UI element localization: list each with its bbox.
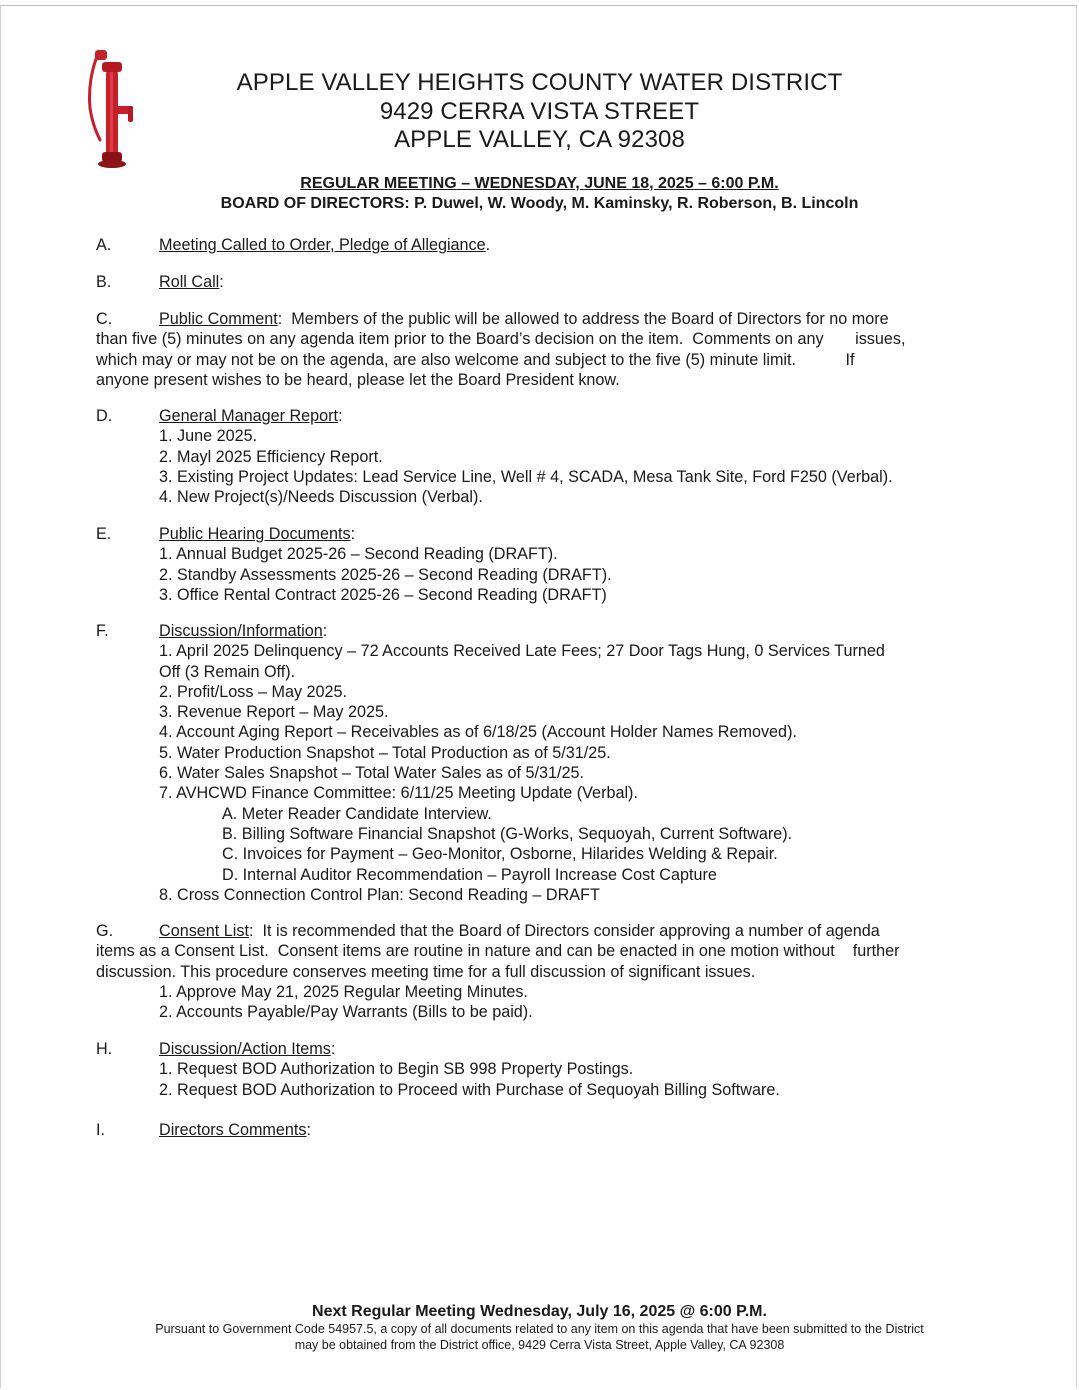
section-title-suffix: :: [248, 922, 254, 940]
footer: [0, 1302, 1079, 1353]
section-title-suffix: :: [338, 407, 343, 425]
list-item: 1. Approve May 21, 2025 Regular Meeting Minutes.: [159, 982, 528, 1001]
list-item: 1. April 2025 Delinquency – 72 Accounts Received Late Fees; 27 Door Tags Hung, 0 Services Turned: [159, 642, 885, 661]
section-letter: F.: [96, 622, 109, 640]
section-i: [96, 1120, 986, 1140]
section-letter: I.: [96, 1121, 105, 1139]
section-c: [96, 309, 986, 390]
list-item: 3. Office Rental Contract 2025-26 – Second Reading (DRAFT): [159, 585, 607, 604]
paragraph-line: discussion. This procedure conserves meeting time for a full discussion of significant issues.: [96, 962, 756, 981]
list-item: 8. Cross Connection Control Plan: Second Reading – DRAFT: [159, 885, 600, 904]
list-item: 2. Profit/Loss – May 2025.: [159, 682, 348, 701]
section-g: [96, 921, 986, 1022]
paragraph-line: anyone present wishes to be heard, please let the Board President know.: [96, 370, 620, 389]
sub-list-item: C. Invoices for Payment – Geo-Monitor, Osborne, Hilarides Welding & Repair.: [222, 845, 778, 864]
section-a: [96, 235, 986, 255]
section-title: Discussion/Action Items: [159, 1040, 331, 1058]
district-city: APPLE VALLEY, CA 92308: [394, 126, 685, 153]
section-title-suffix: .: [485, 236, 491, 254]
section-title: Roll Call: [159, 273, 220, 291]
section-b: [96, 272, 986, 292]
section-title-suffix: :: [306, 1121, 312, 1139]
list-item: 4. New Project(s)/Needs Discussion (Verbal).: [159, 488, 483, 507]
paragraph-line: Members of the public will be allowed to address the Board of Directors for no more: [291, 310, 889, 328]
list-item: 3. Existing Project Updates: Lead Service Line, Well # 4, SCADA, Mesa Tank Site, Ford F250 (Verbal).: [159, 467, 893, 486]
section-title: Public Hearing Documents: [159, 525, 351, 543]
section-e: [96, 524, 986, 605]
list-item: 2. Request BOD Authorization to Proceed with Purchase of Sequoyah Billing Software.: [159, 1080, 780, 1099]
list-item-continuation: Off (3 Remain Off).: [159, 662, 296, 681]
district-name: APPLE VALLEY HEIGHTS COUNTY WATER DISTRICT: [236, 69, 843, 96]
sub-list-item: A. Meter Reader Candidate Interview.: [222, 804, 492, 823]
footer-note: Pursuant to Government Code 54957.5, a copy of all documents related to any item on this agenda that have been submitted to the District: [155, 1322, 924, 1336]
section-letter: G.: [96, 922, 114, 940]
list-item: 6. Water Sales Snapshot – Total Water Sales as of 5/31/25.: [159, 764, 585, 783]
paragraph-line: items as a Consent List. Consent items are routine in nature and can be enacted in one motion without further: [96, 942, 900, 961]
section-letter: A.: [96, 236, 112, 254]
paragraph-line: It is recommended that the Board of Directors consider approving a number of agenda: [262, 922, 880, 940]
section-title: Directors Comments: [159, 1121, 307, 1139]
footer-note: may be obtained from the District office, 9429 Cerra Vista Street, Apple Valley, CA 92308: [294, 1337, 785, 1352]
section-title: Discussion/Information: [159, 622, 323, 640]
list-item: 7. AVHCWD Finance Committee: 6/11/25 Meeting Update (Verbal).: [159, 784, 638, 803]
list-item: 1. Request BOD Authorization to Begin SB 998 Property Postings.: [159, 1060, 634, 1079]
section-d: [96, 406, 986, 507]
section-title: Public Comment: [159, 310, 278, 328]
section-title-suffix: :: [330, 1040, 336, 1058]
sub-list-item: D. Internal Auditor Recommendation – Payroll Increase Cost Capture: [222, 865, 717, 884]
list-item: 2. Standby Assessments 2025-26 – Second Reading (DRAFT).: [159, 565, 612, 584]
sub-list-item: B. Billing Software Financial Snapshot (G-Works, Sequoyah, Current Software).: [222, 824, 793, 843]
meeting-header: [0, 174, 1079, 214]
district-address: 9429 CERRA VISTA STREET: [379, 97, 700, 125]
list-item: 2. Mayl 2025 Efficiency Report.: [159, 447, 383, 466]
next-meeting: Next Regular Meeting Wednesday, July 16, 2025 @ 6:00 P.M.: [312, 1303, 767, 1320]
list-item: 3. Revenue Report – May 2025.: [159, 703, 389, 722]
section-letter: E.: [96, 525, 112, 543]
section-f: [96, 621, 986, 905]
paragraph-line: than five (5) minutes on any agenda item prior to the Board’s decision on the item. Comments on any issues,: [96, 330, 906, 349]
section-letter: D.: [96, 407, 113, 425]
section-title-suffix: :: [277, 310, 283, 328]
section-letter: C.: [96, 310, 113, 328]
section-title: Consent List: [159, 922, 249, 940]
paragraph-line: which may or may not be on the agenda, are also welcome and subject to the five (5) minute limit. If: [96, 350, 855, 369]
list-item: 2. Accounts Payable/Pay Warrants (Bills to be paid).: [159, 1003, 533, 1022]
list-item: 5. Water Production Snapshot – Total Production as of 5/31/25.: [159, 743, 611, 762]
section-letter: H.: [96, 1040, 113, 1058]
section-title: General Manager Report: [159, 407, 339, 425]
section-title-suffix: :: [350, 525, 356, 543]
meeting-title: REGULAR MEETING – WEDNESDAY, JUNE 18, 2025 – 6:00 P.M.: [300, 175, 779, 192]
section-title-suffix: :: [322, 622, 328, 640]
list-item: 4. Account Aging Report – Receivables as of 6/18/25 (Account Holder Names Removed).: [159, 723, 797, 742]
list-item: 1. Annual Budget 2025-26 – Second Reading (DRAFT).: [159, 545, 558, 564]
section-title-suffix: :: [219, 273, 224, 291]
section-letter: B.: [96, 273, 112, 291]
section-h: [96, 1039, 986, 1100]
section-title: Meeting Called to Order, Pledge of Allegiance: [159, 236, 486, 254]
board-members: BOARD OF DIRECTORS: P. Duwel, W. Woody, M. Kaminsky, R. Roberson, B. Lincoln: [220, 195, 859, 212]
list-item: 1. June 2025.: [159, 427, 258, 446]
letterhead: [0, 69, 1079, 155]
